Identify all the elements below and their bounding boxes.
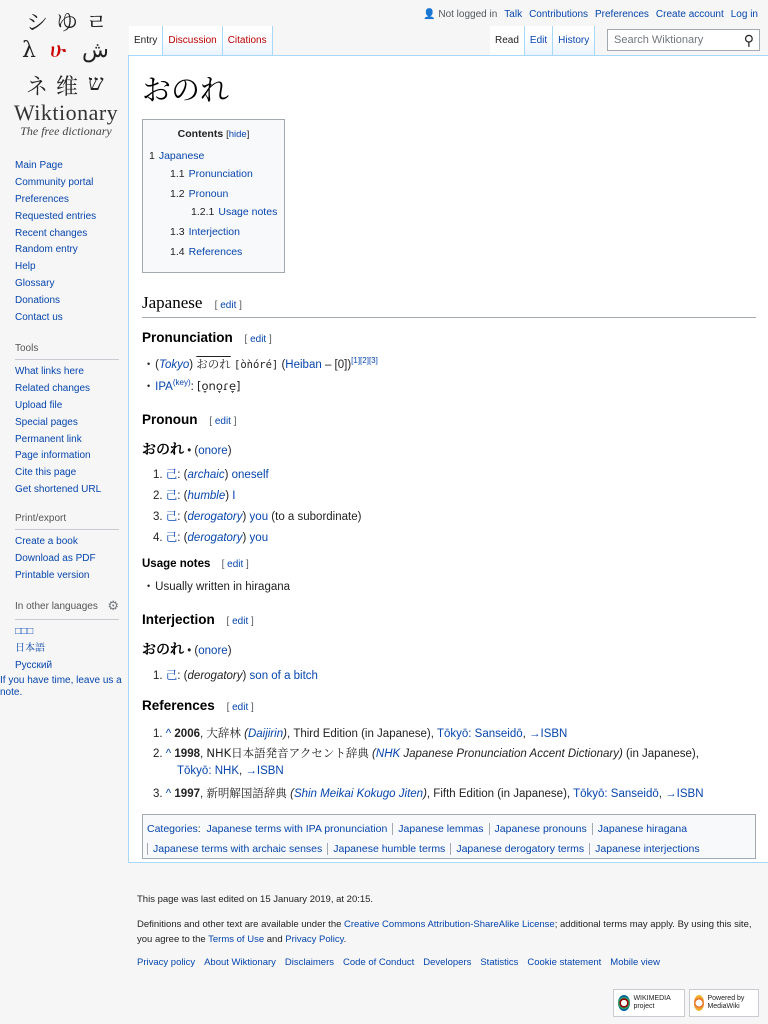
toc-item[interactable]: [191, 206, 277, 218]
tools-portal: [15, 343, 119, 501]
pron-kana: おのれ: [196, 357, 231, 371]
contributions-link[interactable]: Contributions: [529, 9, 588, 20]
create-account-link[interactable]: Create account: [655, 9, 724, 20]
ipa-key-link[interactable]: (key): [172, 378, 191, 387]
tab-discussion[interactable]: Discussion: [163, 26, 222, 55]
ref-isbn-link[interactable]: →ISBN: [529, 728, 568, 740]
sense-kanji-link[interactable]: 己: [165, 488, 178, 502]
ref-year: 2006: [174, 728, 200, 740]
footer-link-cookie-statement[interactable]: Cookie statement: [527, 957, 602, 968]
edit-section-link[interactable]: edit: [250, 334, 267, 345]
category-link[interactable]: Japanese interjections: [595, 843, 700, 855]
sidebar-lang-link[interactable]: 日本語: [15, 642, 45, 654]
namespace-tabs: [129, 26, 273, 55]
sidebar-item-create-a-book[interactable]: Create a book: [15, 536, 78, 547]
view-tabs: [490, 26, 595, 55]
mediawiki-badge[interactable]: [689, 989, 759, 1017]
sense-gloss-link[interactable]: I: [232, 490, 236, 502]
tokyo-link[interactable]: Tokyo: [159, 359, 190, 371]
ref-backlink[interactable]: ^: [165, 788, 172, 800]
toc-link[interactable]: Pronoun: [188, 188, 229, 200]
ref-romaji-link[interactable]: Daijirin: [247, 728, 284, 740]
footer-link-developers[interactable]: Developers: [423, 957, 472, 968]
feedback-note-link[interactable]: If you have time, leave us a note.: [0, 675, 122, 698]
heading-japanese-label: Japanese: [142, 293, 203, 312]
reference-item: 2. ^ 1998, NHK日本語発音アクセント辞典 (NHK Japanese Pronunciation Accent Dictionary) (in Japanese),: [153, 746, 699, 760]
ref-year: 1998: [174, 748, 200, 760]
edit-section-wrap: [ edit ]: [214, 300, 242, 311]
ref-work: 新明解国語辞典: [206, 786, 287, 800]
sense-label-link[interactable]: archaic: [187, 469, 225, 481]
sense-item: 3. 己: (derogatory) you (to a subordinate): [153, 509, 362, 523]
edit-section-link[interactable]: edit: [232, 702, 249, 713]
content-area: [128, 55, 768, 863]
toc-title: [149, 128, 278, 140]
logo-glyph: ゆ: [56, 11, 79, 36]
usage-note-item: • Usually written in hiragana: [147, 581, 290, 593]
heading-usage-notes: [142, 558, 249, 570]
mediawiki-badge-label: Powered by MediaWiki: [707, 995, 745, 1010]
sidebar-lang-link[interactable]: □□□: [15, 626, 34, 637]
wiktionary-logo[interactable]: [0, 0, 128, 150]
category-link[interactable]: Japanese lemmas: [398, 823, 484, 835]
category-link[interactable]: Japanese pronouns: [494, 823, 587, 835]
sense-gloss-link[interactable]: son of a bitch: [249, 670, 318, 682]
sidebar-item-download-as-pdf[interactable]: Download as PDF: [15, 552, 96, 564]
reference-item-cont: Tōkyō: NHK, →ISBN: [177, 765, 284, 777]
toc-num: 1.4: [170, 246, 185, 258]
reference-item: 3. ^ 1997, 新明解国語辞典 (Shin Meikai Kokugo Jiten), Fifth Edition (in Japanese), Tōkyō: Sanseidō, →ISBN: [153, 786, 704, 800]
ref-rest: (in Japanese),: [622, 748, 699, 760]
ref-work: 大辞林: [206, 726, 241, 740]
sense-label: derogatory: [187, 670, 243, 682]
toc-hide-wrap: [hide]: [226, 129, 250, 140]
logo-glyph: シ: [26, 11, 49, 36]
license-text: and: [264, 934, 286, 945]
sidebar-item-glossary[interactable]: Glossary: [15, 278, 55, 290]
categories-box: [142, 814, 756, 859]
toc-item[interactable]: [170, 168, 253, 180]
sense-item: 2. 己: (humble) I: [153, 488, 236, 502]
sense-label-link[interactable]: derogatory: [187, 511, 243, 523]
ref-romaji-link[interactable]: Shin Meikai Kokugo Jiten: [293, 788, 424, 800]
heading-japanese: [142, 293, 756, 318]
sidebar-item-random-entry[interactable]: Random entry: [15, 244, 78, 256]
not-logged-in-label: Not logged in: [438, 9, 498, 20]
footer: [137, 892, 762, 968]
ref-publisher-link[interactable]: Tōkyō: Sanseidō: [436, 728, 523, 740]
toc-title-label: Contents: [177, 128, 224, 140]
login-link[interactable]: Log in: [730, 9, 758, 20]
logo-glyph: λ: [22, 38, 36, 63]
footer-places: [137, 957, 762, 968]
toc-link[interactable]: References: [188, 246, 243, 258]
license-text: ; additional terms may apply. By using this site, you agree to the: [137, 919, 752, 945]
tab-history[interactable]: History: [553, 26, 595, 55]
toc-item[interactable]: [170, 188, 228, 200]
headword: おのれ: [142, 442, 184, 458]
toc-num: 1.2.1: [191, 206, 215, 218]
sense-gloss-link[interactable]: you: [249, 532, 269, 544]
sense-kanji-link[interactable]: 己: [165, 467, 178, 481]
category-link[interactable]: Japanese humble terms: [333, 843, 446, 855]
sense-item: 1. 己: (derogatory) son of a bitch: [153, 668, 318, 682]
footer-link-statistics[interactable]: Statistics: [480, 957, 519, 968]
logo-wordmark: Wiktionary: [13, 100, 119, 125]
tab-entry[interactable]: Entry: [129, 26, 163, 55]
logo-glyph: ሁ: [50, 38, 67, 63]
print-heading: Print/export: [15, 513, 119, 530]
romaji-link[interactable]: onore: [198, 645, 228, 657]
ref-isbn-link[interactable]: →ISBN: [245, 765, 284, 777]
pronunciation-ipa-line: • $IPA^{(key)}$: [o̞no̞ɾe̞]: [147, 378, 241, 393]
edit-section-wrap: [ edit ]: [226, 702, 254, 713]
ref-rest: , Third Edition (in Japanese),: [286, 728, 437, 740]
logo-glyph: ネ: [26, 75, 49, 100]
license-text: Definitions and other text are available under the: [137, 919, 345, 930]
heading-references: [142, 698, 254, 713]
search-placeholder: Search Wiktionary: [614, 34, 704, 46]
sense-gloss-link[interactable]: you: [249, 511, 269, 523]
footer-link-mobile-view[interactable]: Mobile view: [610, 957, 660, 968]
sense-label-link[interactable]: derogatory: [187, 532, 243, 544]
mediawiki-logo-icon: [694, 995, 704, 1011]
sense-item: 1. 己: (archaic) oneself: [153, 467, 269, 481]
category-link[interactable]: Japanese terms with archaic senses: [153, 843, 323, 855]
sense-kanji-link[interactable]: 己: [165, 530, 178, 544]
edit-section-wrap: [ edit ]: [209, 416, 237, 427]
toc-link[interactable]: Interjection: [188, 226, 240, 238]
search-input[interactable]: [607, 29, 760, 51]
preferences-link[interactable]: Preferences: [595, 9, 649, 20]
ipa-value: [o̞no̞ɾe̞]: [197, 378, 241, 393]
edit-section-wrap: [ edit ]: [221, 559, 249, 570]
nav-portal: [15, 160, 119, 329]
sidebar-item-recent-changes[interactable]: Recent changes: [15, 227, 88, 239]
logo-glyph: ש: [88, 71, 104, 96]
heading-references-label: References: [142, 698, 215, 713]
footer-link-code-of-conduct[interactable]: Code of Conduct: [342, 957, 415, 968]
heading-interjection-label: Interjection: [142, 612, 215, 627]
toc-item[interactable]: [149, 150, 204, 162]
heading-pronoun-label: Pronoun: [142, 412, 198, 427]
page-title: おのれ: [142, 75, 230, 107]
languages-heading-label: In other languages: [15, 600, 98, 612]
categories-row: [147, 839, 751, 859]
pron-phonetic: [òǹóré]: [234, 359, 279, 371]
romaji-link[interactable]: onore: [198, 445, 228, 457]
privacy-link[interactable]: Privacy Policy: [285, 934, 344, 945]
tab-edit[interactable]: Edit: [525, 26, 553, 55]
logo-glyph: 维: [56, 75, 79, 100]
headword: おのれ: [142, 642, 184, 658]
ref-publisher-link[interactable]: Tōkyō: Sanseidō: [573, 788, 659, 800]
sidebar-item-related-changes[interactable]: Related changes: [15, 382, 91, 394]
heading-usage-notes-label: Usage notes: [142, 558, 211, 570]
ipa-link[interactable]: IPA: [155, 380, 173, 393]
languages-heading: [15, 598, 119, 620]
edit-section-wrap: [ edit ]: [226, 616, 254, 627]
tools-heading: Tools: [15, 343, 119, 360]
sidebar-item-community-portal[interactable]: Community portal: [15, 176, 94, 188]
ref-publisher-link[interactable]: Tōkyō: NHK: [177, 765, 239, 777]
edit-section-link[interactable]: edit: [227, 559, 244, 570]
ref-rest: , Fifth Edition (in Japanese),: [426, 788, 574, 800]
categories-row: Categories: Japanese terms with IPA pronunciation Japanese lemmas Japanese pronouns Japanese hiragana: [147, 823, 688, 835]
sidebar-item-donations[interactable]: Donations: [15, 295, 61, 307]
ref-year: 1997: [174, 788, 200, 800]
table-of-contents: [142, 119, 285, 273]
sidebar-item-main-page[interactable]: Main Page: [15, 160, 63, 171]
headword-romaji: • (onore): [187, 445, 232, 457]
toc-num: 1.3: [170, 226, 185, 238]
toc-item[interactable]: [170, 226, 240, 238]
print-portal: [15, 513, 119, 587]
sidebar-item-what-links-here[interactable]: What links here: [15, 366, 84, 377]
interjection-headword-line: [142, 639, 232, 659]
edit-section-link[interactable]: edit: [232, 616, 249, 627]
toc-hide-link[interactable]: hide: [228, 129, 247, 140]
edit-section-link[interactable]: edit: [214, 416, 231, 427]
toc-num: 1.1: [170, 168, 185, 180]
logo-glyph: ش: [82, 38, 109, 63]
sidebar-item-special-pages[interactable]: Special pages: [15, 416, 78, 428]
sidebar-lang-link[interactable]: Русский: [15, 659, 53, 671]
sidebar-item-get-shortened-url[interactable]: Get shortened URL: [15, 484, 102, 496]
ref-backlink[interactable]: ^: [165, 728, 172, 740]
toc-link[interactable]: Japanese: [158, 150, 205, 162]
ref-backlink[interactable]: ^: [165, 748, 172, 760]
reference-item: 1. ^ 2006, 大辞林 (Daijirin), Third Edition (in Japanese), Tōkyō: Sanseidō, →ISBN: [153, 726, 568, 740]
sidebar-item-cite-this-page[interactable]: Cite this page: [15, 467, 77, 479]
wikimedia-badge-label: WIKIMEDIA project: [633, 995, 671, 1010]
ref-isbn-link[interactable]: →ISBN: [665, 788, 704, 800]
gear-icon[interactable]: ⚙: [107, 598, 119, 613]
user-status: [423, 9, 497, 20]
sense-kanji-link[interactable]: 己: [165, 509, 178, 523]
footer-last-edited: This page was last edited on 15 January 2019, at 20:15.: [137, 894, 374, 905]
ref-work: NHK日本語発音アクセント辞典: [206, 746, 369, 760]
sense-item: 4. 己: (derogatory) you: [153, 530, 269, 544]
sidebar-item-help[interactable]: Help: [15, 261, 36, 273]
terms-link[interactable]: Terms of Use: [208, 934, 265, 945]
wikimedia-logo-icon: [618, 995, 630, 1011]
ref-romaji-rest: Japanese Pronunciation Accent Dictionary: [400, 748, 620, 760]
toc-item[interactable]: [170, 246, 242, 258]
category-link[interactable]: Japanese hiragana: [597, 823, 688, 835]
heading-pronunciation-label: Pronunciation: [142, 330, 233, 345]
toc-num: 1: [149, 150, 155, 162]
sidebar-item-printable-version[interactable]: Printable version: [15, 569, 90, 581]
languages-portal: [15, 598, 119, 677]
logo-glyph: ㄹ: [86, 11, 108, 36]
sidebar-item-preferences[interactable]: Preferences: [15, 193, 69, 205]
pronoun-headword-line: [142, 439, 232, 459]
toc-num: 1.2: [170, 188, 185, 200]
headword-romaji: • (onore): [187, 645, 232, 657]
sidebar-item-permanent-link[interactable]: Permanent link: [15, 433, 82, 445]
toc-link[interactable]: Pronunciation: [188, 168, 253, 180]
heading-interjection: [142, 612, 254, 627]
tab-citations[interactable]: Citations: [223, 26, 273, 55]
license-text: .: [343, 934, 347, 945]
heading-pronunciation: [142, 330, 272, 345]
category-link[interactable]: Japanese terms with IPA pronunciation: [206, 823, 388, 835]
pronunciation-tokyo-line: • (Tokyo) おのれ [òǹóré] (Heiban – [0])[1][2][3]: [147, 356, 378, 372]
heading-pronoun: [142, 412, 237, 427]
footer-license: [137, 917, 762, 947]
sidebar-item-contact-us[interactable]: Contact us: [15, 312, 63, 324]
category-link[interactable]: Japanese derogatory terms: [456, 843, 585, 855]
footer-link-about[interactable]: About Wiktionary: [204, 957, 276, 968]
personal-tools: [423, 9, 758, 20]
sidebar-item-upload-file[interactable]: Upload file: [15, 399, 63, 411]
sidebar-item-requested-entries[interactable]: Requested entries: [15, 210, 97, 222]
categories-label-link[interactable]: Categories: [147, 823, 198, 835]
tab-read[interactable]: Read: [490, 26, 525, 55]
footer-link-disclaimers[interactable]: Disclaimers: [284, 957, 334, 968]
sense-gloss-link[interactable]: oneself: [231, 469, 269, 481]
logo-tagline: The free dictionary: [20, 124, 112, 138]
sidebar-item-page-information[interactable]: Page information: [15, 450, 91, 462]
sense-kanji-link[interactable]: 己: [165, 668, 178, 682]
edit-section-wrap: [ edit ]: [244, 334, 272, 345]
heiban-rest: – [0]): [321, 359, 352, 371]
search-icon[interactable]: ⚲: [743, 32, 754, 48]
footer-link-privacy-policy[interactable]: Privacy policy: [137, 957, 196, 968]
pron-ref-links[interactable]: [1][2][3]: [351, 356, 378, 366]
wikimedia-badge[interactable]: [613, 989, 685, 1017]
toc-link[interactable]: Usage notes: [218, 206, 278, 218]
sense-label-link[interactable]: humble: [187, 490, 226, 502]
ref-romaji-link[interactable]: NHK: [375, 748, 401, 760]
talk-link[interactable]: Talk: [504, 9, 523, 20]
edit-section-link[interactable]: edit: [220, 300, 237, 311]
license-link[interactable]: Creative Commons Attribution-ShareAlike License: [344, 919, 555, 930]
sense-extra: (to a subordinate): [271, 511, 362, 523]
heiban-link[interactable]: Heiban: [285, 359, 322, 371]
user-icon: 👤: [423, 9, 436, 20]
